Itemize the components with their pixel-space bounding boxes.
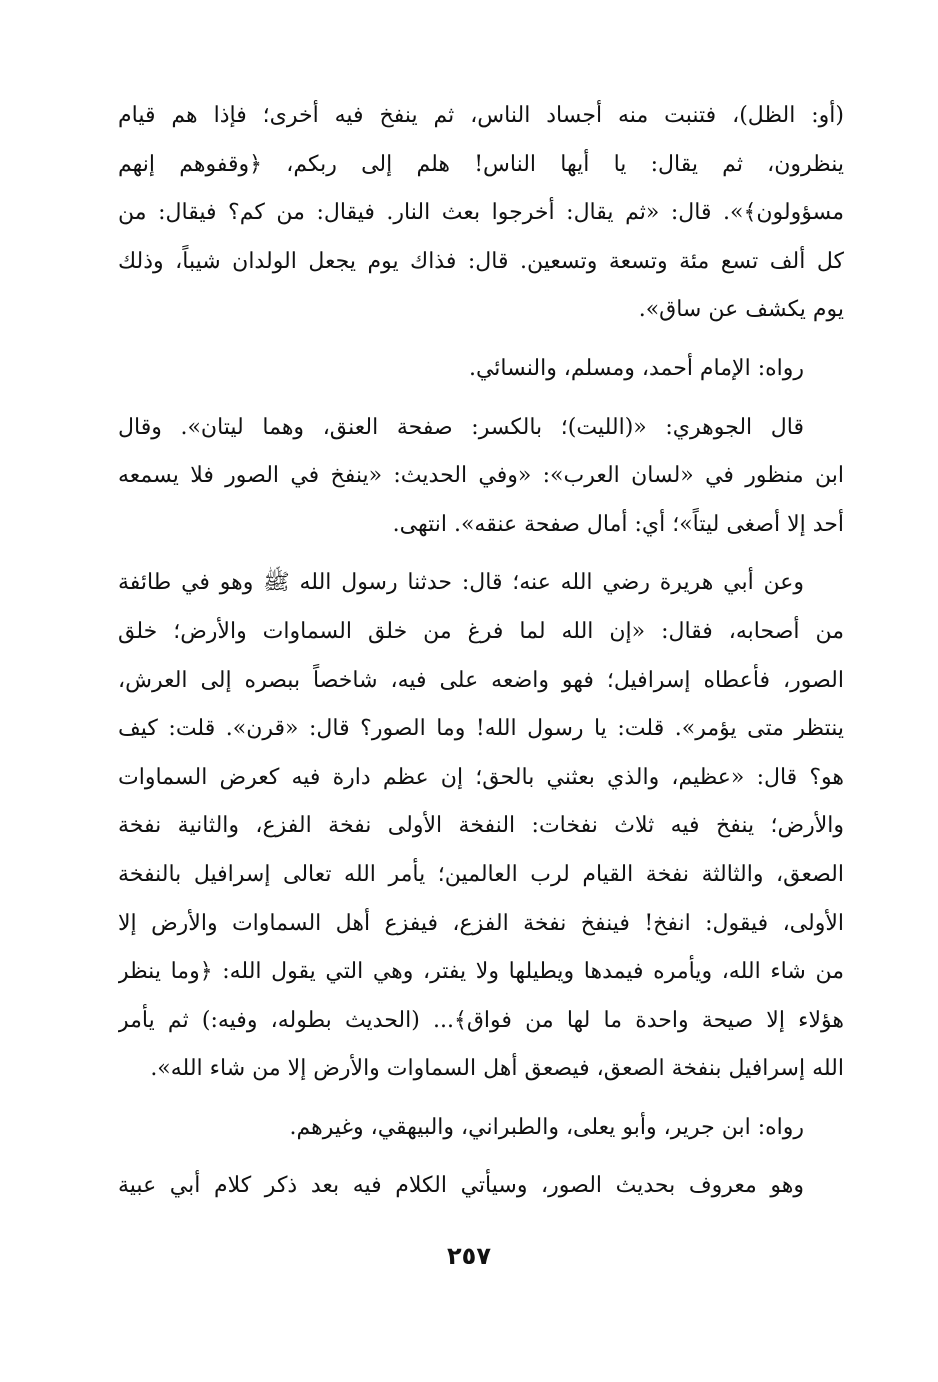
text-line: هو؟ قال: «عظيم، والذي بعثني بالحق؛ إن عظم دارة فيه كعرض السماوات [118, 764, 844, 790]
page-number: ٢٥٧ [447, 1242, 491, 1270]
paragraph-gap [118, 549, 844, 559]
text-line: والأرض؛ ينفخ فيه ثلاث نفخات: النفخة الأولى نفخة الفزع، والثانية نفخة [118, 813, 844, 839]
text-line: رواه: الإمام أحمد، ومسلم، والنسائي. [468, 355, 804, 381]
text-line: الله إسرافيل بنفخة الصعق، فيصعق أهل السماوات والأرض إلا من شاء الله». [150, 1056, 844, 1082]
paragraph [118, 1104, 844, 1153]
text-line: (أو: الظل)، فتنبت منه أجساد الناس، ثم ينفخ فيه أخرى؛ فإذا هم قيام [118, 103, 844, 128]
paragraph [118, 345, 844, 394]
paragraph [118, 559, 844, 1094]
page-body [118, 92, 844, 1211]
paragraph [118, 1162, 844, 1211]
paragraph [118, 92, 844, 335]
text-line: قال الجوهري: «(الليت)؛ بالكسر: صفحة العنق، وهما ليتان». وقال [118, 414, 804, 440]
text-line: مسؤولون﴾». قال: «ثم يقال: أخرجوا بعث النار. فيقال: من كم؟ فيقال: من [118, 200, 844, 226]
text-line: من أصحابه، فقال: «إن الله لما فرغ من خلق السماوات والأرض؛ خلق [118, 618, 844, 644]
text-line: الأولى، فيقول: انفخ! فينفخ نفخة الفزع، فيفزع أهل السماوات والأرض إلا [118, 910, 844, 936]
paragraph [118, 404, 844, 550]
text-line: وهو معروف بحديث الصور، وسيأتي الكلام فيه بعد ذكر كلام أبي عبية [118, 1173, 804, 1199]
paragraph-gap [118, 1094, 844, 1104]
text-line: أحد إلا أصغى ليتاً»؛ أي: أمال صفحة عنقه». انتهى. [392, 511, 844, 537]
text-line: يوم يكشف عن ساق». [638, 297, 844, 323]
text-line: ينظرون، ثم يقال: يا أيها الناس! هلم إلى ربكم، ﴿وقفوهم إنهم [118, 151, 844, 177]
text-line: الصعق، والثالثة نفخة القيام لرب العالمين؛ يأمر الله تعالى إسرافيل بالنفخة [118, 861, 844, 887]
text-line: هؤلاء إلا صيحة واحدة ما لها من فواق﴾... (الحديث بطوله، وفيه:) ثم يأمر [118, 1007, 844, 1033]
paragraph-gap [118, 335, 844, 345]
paragraph-gap [118, 1152, 844, 1162]
paragraph-gap [118, 394, 844, 404]
text-line: ينتظر متى يؤمر». قلت: يا رسول الله! وما الصور؟ قال: «قرن». قلت: كيف [118, 716, 844, 742]
text-line: من شاء الله، ويأمره فيمدها ويطيلها ولا يفتر، وهي التي يقول الله: ﴿وما ينظر [118, 959, 844, 985]
text-line: كل ألف تسع مئة وتسعة وتسعين. قال: فذاك يوم يجعل الولدان شيباً، وذلك [118, 248, 844, 274]
text-line: وعن أبي هريرة رضي الله عنه؛ قال: حدثنا رسول الله ﷺ وهو في طائفة [118, 570, 804, 596]
text-line: رواه: ابن جرير، وأبو يعلى، والطبراني، والبيهقي، وغيرهم. [289, 1114, 804, 1140]
text-line: الصور، فأعطاه إسرافيل؛ فهو واضعه على فيه، شاخصاً ببصره إلى العرش، [118, 667, 844, 693]
text-line: ابن منظور في «لسان العرب»: «وفي الحديث: «ينفخ في الصور فلا يسمعه [118, 463, 844, 489]
